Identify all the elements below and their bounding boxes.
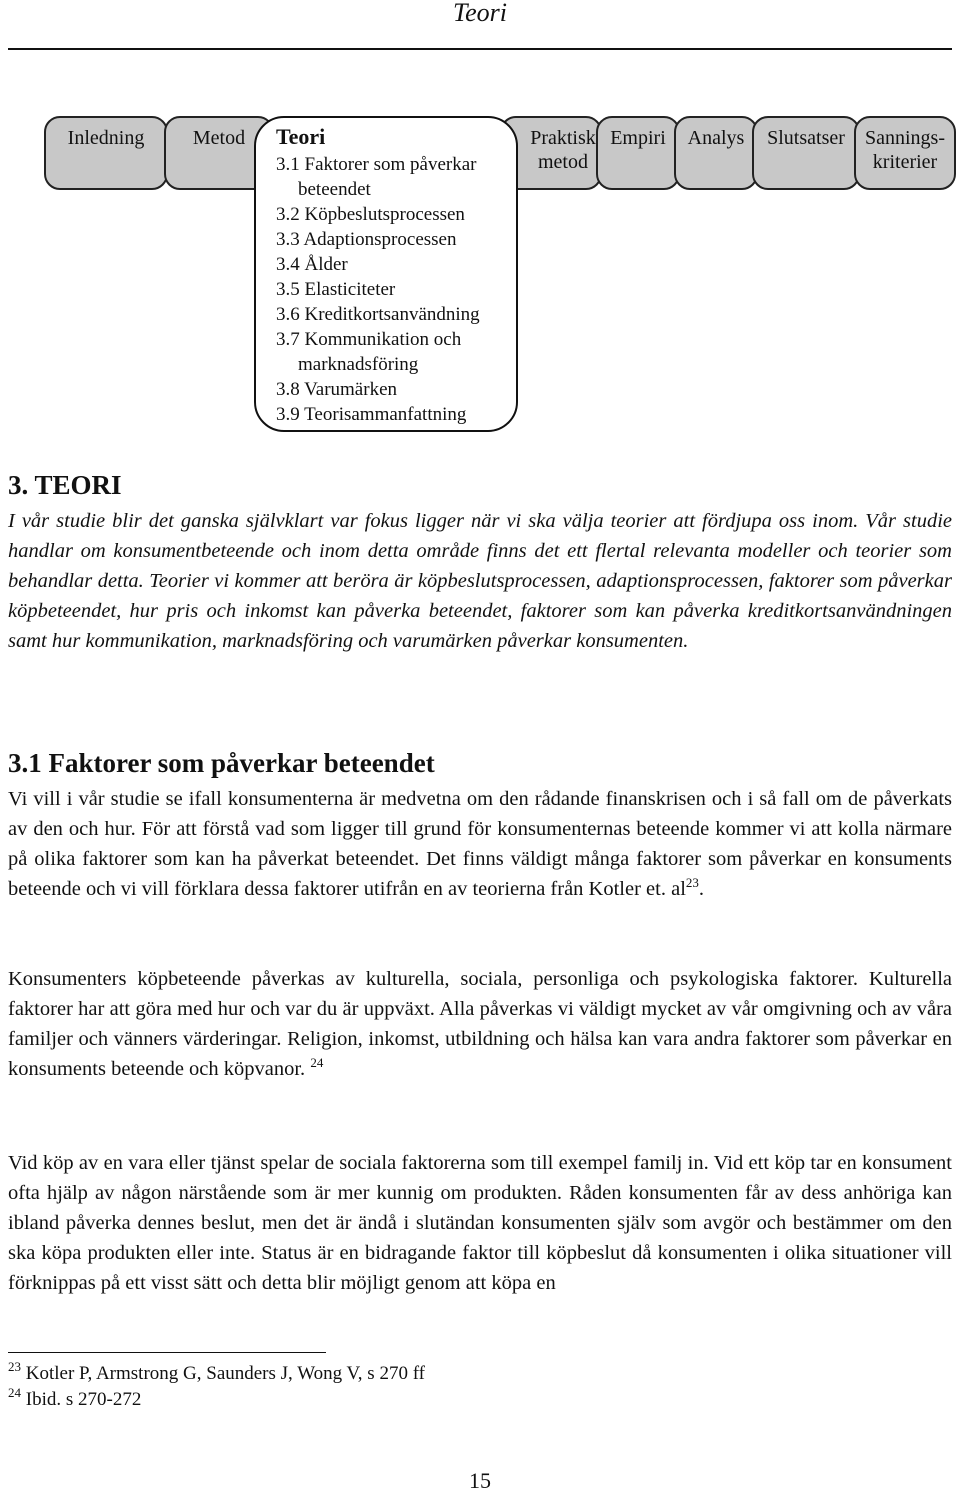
nav-current-section[interactable]: [254, 116, 518, 432]
header-rule: [8, 48, 952, 50]
toc-item[interactable]: 3.1 Faktorer som påverkar: [276, 154, 477, 175]
toc-item[interactable]: 3.9 Teorisammanfattning: [276, 404, 467, 425]
toc-item[interactable]: 3.8 Varumärken: [276, 379, 398, 400]
footnote-ref[interactable]: 23: [685, 875, 699, 890]
toc-item-continued: marknadsföring: [298, 354, 419, 375]
paragraph-3: Vid köp av en vara eller tjänst spelar de sociala faktorerna som till exempel familj in. Vid ett köp tar en konsument ofta hjälp av någon närstående som är mer kunnig om produkten. Råden konsumenten får av dess anhöriga kan ibland påverka dennes beslut, men det är ändå i slutändan konsumenten själv som avgör och bestämmer om den ska köpa produkten eller inte. Status är en bidragande faktor till köpbeslut då konsumenten i olika situationer vill förknippas på ett visst sätt och detta blir möjligt genom att köpa en: [8, 1152, 952, 1294]
nav-tab-label: Inledning: [67, 127, 145, 149]
footnote-rule: [8, 1352, 326, 1353]
nav-tab-inledning[interactable]: [44, 116, 168, 190]
footnote-23: $^{23}$ Kotler P, Armstrong G, Saunders J, Wong V, s 270 ff: [8, 1359, 426, 1384]
toc-item[interactable]: 3.5 Elasticiteter: [276, 279, 396, 300]
toc-item[interactable]: 3.6 Kreditkortsanvändning: [276, 304, 480, 325]
nav-tab-slutsatser[interactable]: [752, 116, 860, 190]
paragraph-2: Konsumenters köpbeteende påverkas av kulturella, sociala, personliga och psykologiska faktorer. Kulturella faktorer har att göra med hur och var du är uppväxt. Alla påverkas vi väldigt mycket av vår omgivning och av våra familjer och vänners värderingar. Religion, inkomst, utbildning och hälsa kan vara andra faktorer som påverkar en konsuments beteende och köpvanor. $^{24}$: [8, 968, 952, 1080]
nav-tab-label: Metod: [192, 127, 246, 149]
toc-item[interactable]: 3.7 Kommunikation och: [276, 329, 462, 350]
footnote-24: $^{24}$ Ibid. s 270-272: [8, 1385, 142, 1410]
footnote-ref[interactable]: 24: [310, 1055, 324, 1070]
nav-tab-label: Praktisk metod: [530, 127, 596, 173]
nav-tab-empiri[interactable]: [596, 116, 680, 190]
page-number: 15: [469, 1468, 491, 1493]
nav-tab-label: Analys: [687, 127, 745, 149]
toc-item[interactable]: 3.3 Adaptionsprocessen: [276, 229, 457, 250]
section-intro: I vår studie blir det ganska självklart var fokus ligger när vi ska välja teorier att fördjupa oss inom. Vår studie handlar om konsumentbeteende och inom detta område finns det ett flertal relevanta modeller och teorier som behandlar detta. Teorier vi kommer att beröra är köpbeslutsprocessen, adaptionsprocessen, faktorer som påverkar köpbeteendet, hur pris och inkomst kan påverka beteendet, faktorer som kan påverka kreditkortsanvändningen samt hur kommunikation, marknadsföring och varumärken påverkar konsumenten.: [8, 510, 952, 652]
toc-item-continued: beteendet: [298, 179, 371, 200]
nav-tab-label: Empiri: [610, 127, 666, 149]
subsection-heading: 3.1 Faktorer som påverkar beteendet: [8, 748, 435, 778]
current-section-title: Teori: [276, 124, 326, 149]
nav-tab-label: Sannings-kriterier: [865, 127, 945, 173]
section-heading: 3. TEORI: [8, 470, 122, 500]
nav-tab-sanningskriterier[interactable]: [854, 116, 956, 190]
nav-tab-analys[interactable]: [674, 116, 758, 190]
running-head: Teori: [453, 0, 507, 27]
toc-item[interactable]: 3.2 Köpbeslutsprocessen: [276, 204, 465, 225]
toc-item[interactable]: 3.4 Ålder: [276, 254, 348, 275]
paragraph-1: Vi vill i vår studie se ifall konsumenterna är medvetna om den rådande finanskrisen och i så fall om de påverkats av den och hur. För att förstå vad som ligger till grund för konsumenternas beteende kommer vi att kolla närmare på olika faktorer som kan ha påverkat beteendet. Det finns väldigt många faktorer som påverkar en konsuments beteende och vi vill förklara dessa faktorer utifrån en av teorierna från Kotler et. $al^{23}$.: [8, 788, 952, 900]
current-section-list: [276, 152, 480, 427]
nav-tab-label: Slutsatser: [767, 127, 845, 149]
